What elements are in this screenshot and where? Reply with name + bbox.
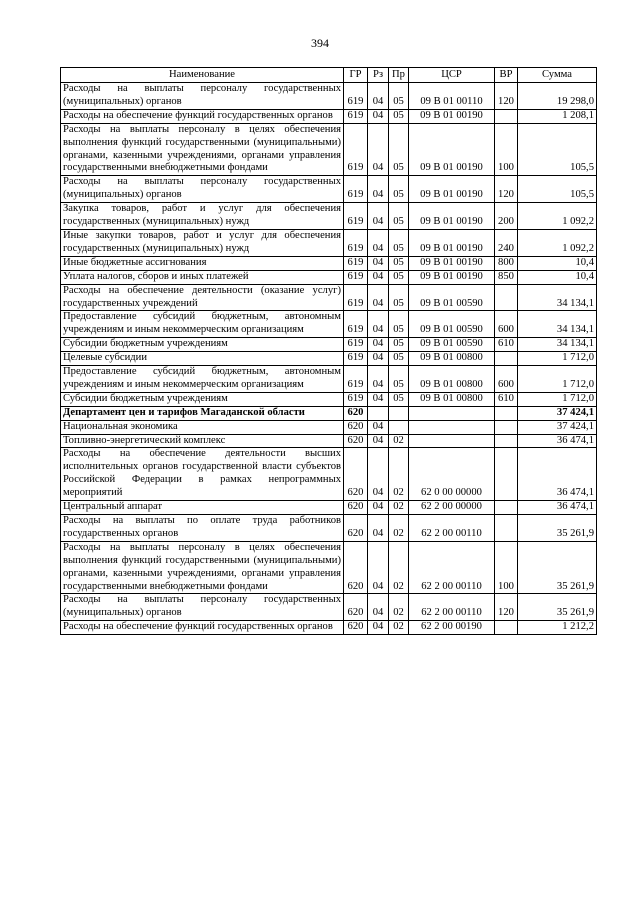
cell-gr: 619 <box>344 256 368 270</box>
table-row <box>61 338 597 352</box>
cell-rz: 04 <box>368 501 389 515</box>
table-row <box>61 284 597 311</box>
table-row <box>61 501 597 515</box>
cell-rz: 04 <box>368 541 389 594</box>
cell-pr: 02 <box>389 594 409 621</box>
cell-rz: 04 <box>368 434 389 448</box>
cell-rz: 04 <box>368 229 389 256</box>
cell-csr <box>409 434 495 448</box>
cell-vr: 600 <box>495 366 518 393</box>
cell-name: Иные бюджетные ассигнования <box>61 256 344 270</box>
cell-vr: 800 <box>495 256 518 270</box>
cell-pr: 05 <box>389 311 409 338</box>
cell-sum: 1 712,0 <box>518 352 597 366</box>
cell-name: Расходы на обеспечение деятельности высших исполнительных органов государственной власти субъектов Российской Федерации в рамках непрограммных мероприятий <box>61 448 344 501</box>
cell-vr <box>495 352 518 366</box>
cell-rz: 04 <box>368 515 389 542</box>
cell-vr <box>495 434 518 448</box>
cell-pr <box>389 406 409 420</box>
cell-rz: 04 <box>368 621 389 635</box>
cell-rz <box>368 406 389 420</box>
cell-gr: 619 <box>344 392 368 406</box>
cell-sum: 10,4 <box>518 256 597 270</box>
header-csr: ЦСР <box>409 68 495 83</box>
cell-gr: 620 <box>344 541 368 594</box>
cell-csr: 62 2 00 00190 <box>409 621 495 635</box>
header-rz: Рз <box>368 68 389 83</box>
header-pr: Пр <box>389 68 409 83</box>
table-row <box>61 515 597 542</box>
cell-gr: 620 <box>344 515 368 542</box>
cell-name: Расходы на обеспечение функций государственных органов <box>61 621 344 635</box>
cell-pr: 05 <box>389 270 409 284</box>
cell-pr: 05 <box>389 83 409 110</box>
cell-name: Национальная экономика <box>61 420 344 434</box>
cell-rz: 04 <box>368 448 389 501</box>
cell-csr: 09 В 01 00590 <box>409 311 495 338</box>
cell-rz: 04 <box>368 83 389 110</box>
cell-gr: 620 <box>344 406 368 420</box>
cell-sum: 34 134,1 <box>518 338 597 352</box>
cell-csr: 62 2 00 00110 <box>409 541 495 594</box>
cell-vr <box>495 448 518 501</box>
cell-sum: 10,4 <box>518 270 597 284</box>
cell-gr: 619 <box>344 352 368 366</box>
cell-pr: 02 <box>389 448 409 501</box>
table-row <box>61 256 597 270</box>
table-row <box>61 229 597 256</box>
cell-sum: 105,5 <box>518 123 597 176</box>
cell-name: Расходы на выплаты персоналу в целях обеспечения выполнения функций государственными (муниципальными) органами, казенными учреждениями, органами управления государственными внебюджетными фондами <box>61 123 344 176</box>
cell-csr: 09 В 01 00110 <box>409 83 495 110</box>
cell-csr: 09 В 01 00190 <box>409 176 495 203</box>
cell-sum: 105,5 <box>518 176 597 203</box>
cell-pr: 05 <box>389 392 409 406</box>
cell-sum: 35 261,9 <box>518 541 597 594</box>
cell-csr: 62 2 00 00000 <box>409 501 495 515</box>
table-body <box>61 83 597 635</box>
cell-vr: 610 <box>495 392 518 406</box>
cell-name: Расходы на выплаты по оплате труда работников государственных органов <box>61 515 344 542</box>
cell-rz: 04 <box>368 270 389 284</box>
cell-pr: 02 <box>389 621 409 635</box>
cell-vr: 120 <box>495 594 518 621</box>
header-sum: Сумма <box>518 68 597 83</box>
cell-pr: 02 <box>389 515 409 542</box>
cell-pr: 05 <box>389 176 409 203</box>
cell-sum: 35 261,9 <box>518 515 597 542</box>
cell-name: Центральный аппарат <box>61 501 344 515</box>
cell-csr: 09 В 01 00190 <box>409 123 495 176</box>
cell-rz: 04 <box>368 366 389 393</box>
cell-csr: 09 В 01 00800 <box>409 392 495 406</box>
cell-vr <box>495 621 518 635</box>
cell-gr: 619 <box>344 270 368 284</box>
cell-vr: 120 <box>495 83 518 110</box>
table-row <box>61 594 597 621</box>
cell-csr: 09 В 01 00590 <box>409 338 495 352</box>
cell-name: Закупка товаров, работ и услуг для обеспечения государственных (муниципальных) нужд <box>61 203 344 230</box>
table-row <box>61 406 597 420</box>
cell-name: Расходы на обеспечение деятельности (оказание услуг) государственных учреждений <box>61 284 344 311</box>
cell-name: Расходы на выплаты персоналу государственных (муниципальных) органов <box>61 83 344 110</box>
cell-sum: 1 092,2 <box>518 203 597 230</box>
cell-csr: 62 2 00 00110 <box>409 594 495 621</box>
cell-csr: 62 0 00 00000 <box>409 448 495 501</box>
cell-gr: 619 <box>344 284 368 311</box>
cell-vr <box>495 284 518 311</box>
budget-table <box>60 67 597 635</box>
table-row <box>61 448 597 501</box>
cell-vr <box>495 109 518 123</box>
table-header-row <box>61 68 597 83</box>
cell-vr: 200 <box>495 203 518 230</box>
table-row <box>61 83 597 110</box>
cell-csr: 09 В 01 00590 <box>409 284 495 311</box>
cell-csr: 09 В 01 00190 <box>409 270 495 284</box>
table-row <box>61 109 597 123</box>
cell-sum: 1 712,0 <box>518 392 597 406</box>
cell-gr: 619 <box>344 229 368 256</box>
cell-rz: 04 <box>368 176 389 203</box>
cell-vr <box>495 515 518 542</box>
cell-rz: 04 <box>368 123 389 176</box>
cell-name: Иные закупки товаров, работ и услуг для обеспечения государственных (муниципальных) нужд <box>61 229 344 256</box>
cell-rz: 04 <box>368 352 389 366</box>
cell-gr: 619 <box>344 366 368 393</box>
cell-csr <box>409 420 495 434</box>
cell-gr: 619 <box>344 109 368 123</box>
cell-gr: 619 <box>344 338 368 352</box>
cell-vr: 100 <box>495 123 518 176</box>
cell-gr: 620 <box>344 594 368 621</box>
cell-gr: 619 <box>344 83 368 110</box>
cell-vr: 240 <box>495 229 518 256</box>
cell-rz: 04 <box>368 109 389 123</box>
cell-csr <box>409 406 495 420</box>
cell-name: Расходы на выплаты персоналу государственных (муниципальных) органов <box>61 176 344 203</box>
cell-pr: 05 <box>389 203 409 230</box>
table-row <box>61 366 597 393</box>
cell-rz: 04 <box>368 284 389 311</box>
cell-gr: 620 <box>344 420 368 434</box>
cell-csr: 09 В 01 00190 <box>409 256 495 270</box>
cell-name: Предоставление субсидий бюджетным, автономным учреждениям и иным некоммерческим организациям <box>61 311 344 338</box>
cell-name: Субсидии бюджетным учреждениям <box>61 338 344 352</box>
table-row <box>61 541 597 594</box>
cell-name: Расходы на выплаты персоналу государственных (муниципальных) органов <box>61 594 344 621</box>
cell-name: Расходы на обеспечение функций государственных органов <box>61 109 344 123</box>
table-row <box>61 621 597 635</box>
cell-csr: 09 В 01 00800 <box>409 366 495 393</box>
cell-vr: 850 <box>495 270 518 284</box>
cell-rz: 04 <box>368 420 389 434</box>
cell-name: Целевые субсидии <box>61 352 344 366</box>
cell-gr: 619 <box>344 203 368 230</box>
cell-pr: 05 <box>389 338 409 352</box>
cell-vr <box>495 406 518 420</box>
cell-name: Департамент цен и тарифов Магаданской области <box>61 406 344 420</box>
cell-rz: 04 <box>368 311 389 338</box>
cell-csr: 09 В 01 00190 <box>409 203 495 230</box>
cell-sum: 1 212,2 <box>518 621 597 635</box>
table-row <box>61 123 597 176</box>
cell-gr: 619 <box>344 123 368 176</box>
cell-pr <box>389 420 409 434</box>
table-row <box>61 352 597 366</box>
cell-pr: 02 <box>389 434 409 448</box>
cell-sum: 19 298,0 <box>518 83 597 110</box>
cell-name: Топливно-энергетический комплекс <box>61 434 344 448</box>
cell-vr <box>495 501 518 515</box>
table-row <box>61 270 597 284</box>
cell-rz: 04 <box>368 203 389 230</box>
header-name: Наименование <box>61 68 344 83</box>
cell-name: Предоставление субсидий бюджетным, автономным учреждениям и иным некоммерческим организациям <box>61 366 344 393</box>
table-row <box>61 420 597 434</box>
cell-rz: 04 <box>368 392 389 406</box>
cell-sum: 34 134,1 <box>518 311 597 338</box>
cell-sum: 1 092,2 <box>518 229 597 256</box>
cell-sum: 34 134,1 <box>518 284 597 311</box>
cell-pr: 05 <box>389 256 409 270</box>
header-gr: ГР <box>344 68 368 83</box>
cell-vr <box>495 420 518 434</box>
cell-gr: 619 <box>344 311 368 338</box>
cell-csr: 62 2 00 00110 <box>409 515 495 542</box>
cell-pr: 05 <box>389 123 409 176</box>
cell-csr: 09 В 01 00800 <box>409 352 495 366</box>
cell-gr: 620 <box>344 434 368 448</box>
cell-sum: 36 474,1 <box>518 501 597 515</box>
cell-gr: 620 <box>344 448 368 501</box>
cell-gr: 619 <box>344 176 368 203</box>
cell-name: Расходы на выплаты персоналу в целях обеспечения выполнения функций государственными (муниципальными) органами, казенными учреждениями, органами управления государственными внебюджетными фондами <box>61 541 344 594</box>
cell-pr: 05 <box>389 109 409 123</box>
cell-vr: 600 <box>495 311 518 338</box>
cell-rz: 04 <box>368 338 389 352</box>
cell-sum: 36 474,1 <box>518 434 597 448</box>
cell-pr: 05 <box>389 284 409 311</box>
cell-sum: 37 424,1 <box>518 406 597 420</box>
cell-vr: 610 <box>495 338 518 352</box>
cell-gr: 620 <box>344 501 368 515</box>
table-row <box>61 311 597 338</box>
table-row <box>61 176 597 203</box>
header-vr: ВР <box>495 68 518 83</box>
cell-vr: 100 <box>495 541 518 594</box>
table-row <box>61 203 597 230</box>
cell-csr: 09 В 01 00190 <box>409 109 495 123</box>
table-row <box>61 392 597 406</box>
cell-sum: 1 712,0 <box>518 366 597 393</box>
cell-name: Субсидии бюджетным учреждениям <box>61 392 344 406</box>
table-row <box>61 434 597 448</box>
cell-pr: 05 <box>389 229 409 256</box>
cell-pr: 02 <box>389 501 409 515</box>
cell-pr: 05 <box>389 352 409 366</box>
cell-sum: 35 261,9 <box>518 594 597 621</box>
cell-name: Уплата налогов, сборов и иных платежей <box>61 270 344 284</box>
cell-pr: 05 <box>389 366 409 393</box>
cell-gr: 620 <box>344 621 368 635</box>
cell-sum: 36 474,1 <box>518 448 597 501</box>
cell-rz: 04 <box>368 594 389 621</box>
cell-sum: 37 424,1 <box>518 420 597 434</box>
cell-rz: 04 <box>368 256 389 270</box>
cell-pr: 02 <box>389 541 409 594</box>
cell-csr: 09 В 01 00190 <box>409 229 495 256</box>
page-number: 394 <box>311 36 329 50</box>
cell-sum: 1 208,1 <box>518 109 597 123</box>
cell-vr: 120 <box>495 176 518 203</box>
